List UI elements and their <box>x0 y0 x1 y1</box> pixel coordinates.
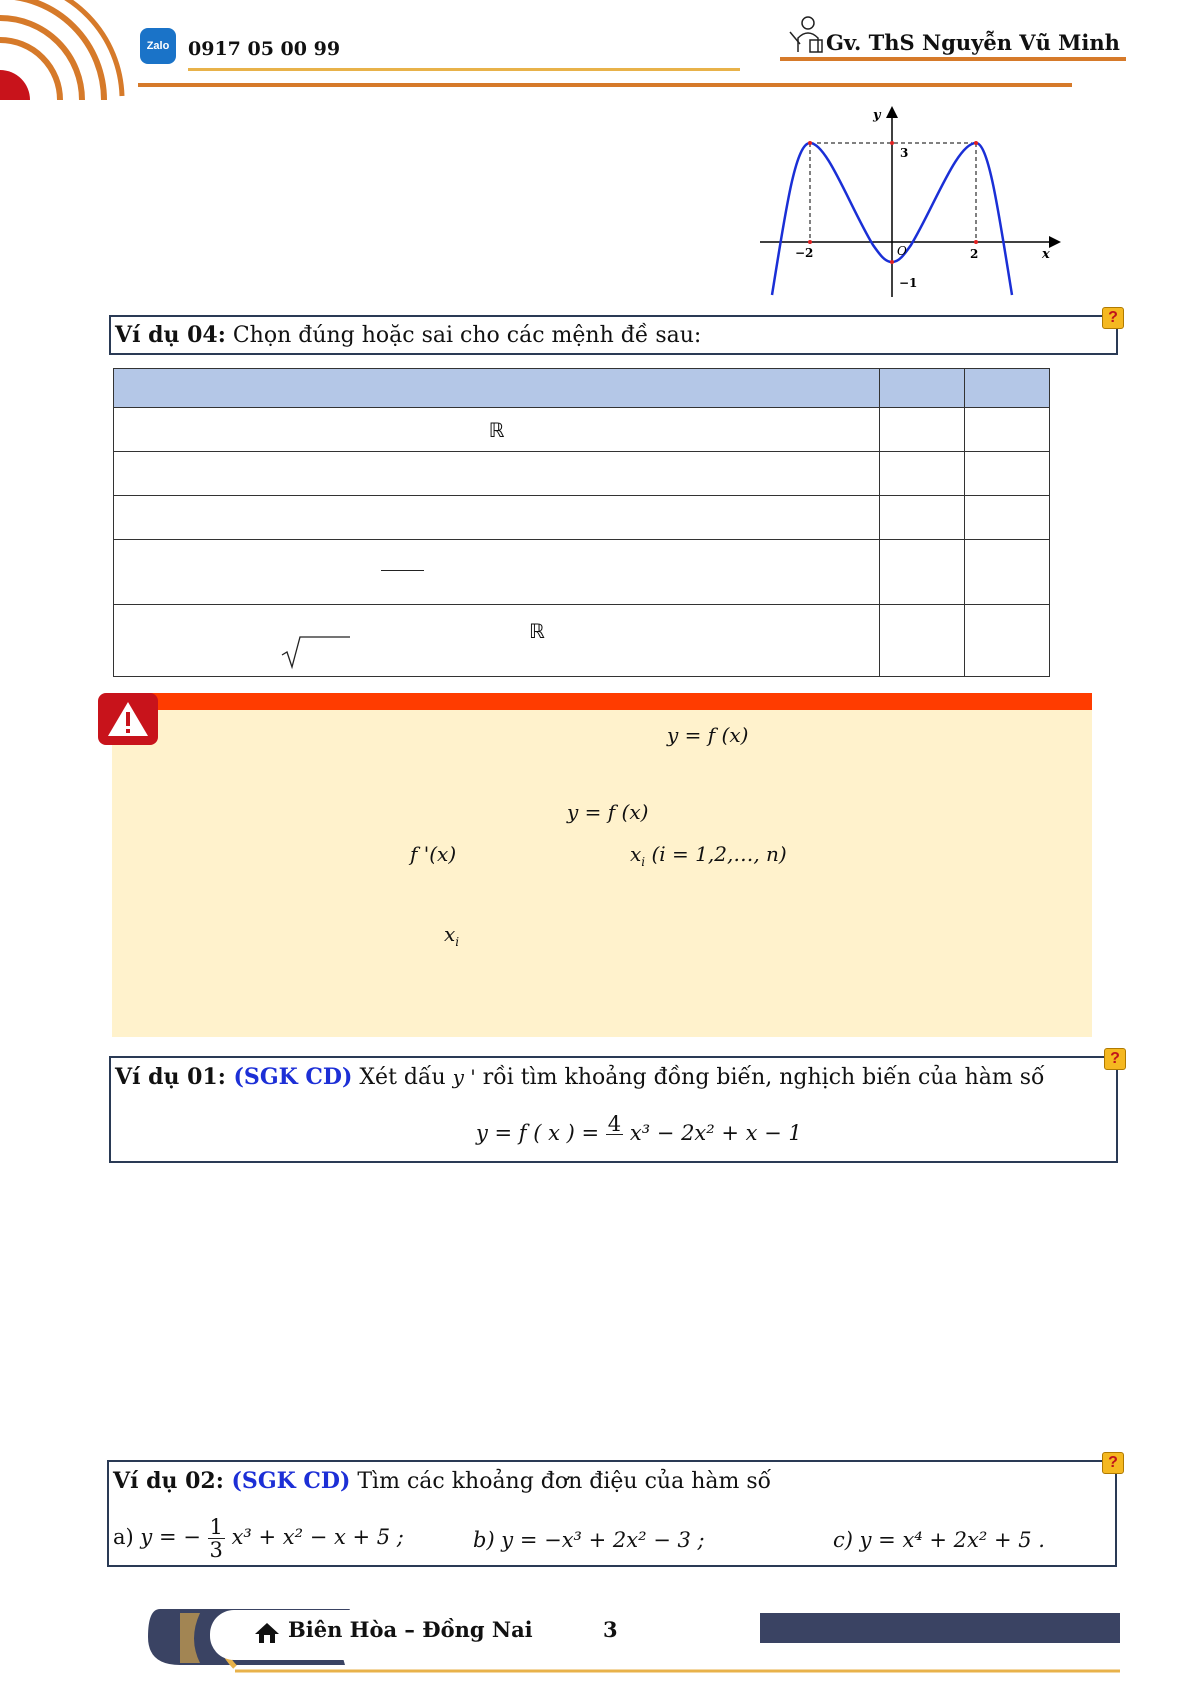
note-math-1: y = f (x) <box>667 723 749 747</box>
question-icon: ? <box>1102 1452 1124 1474</box>
sqrt-symbol <box>280 635 352 671</box>
false-cell[interactable] <box>965 605 1050 677</box>
note-header-bar <box>150 693 1092 710</box>
example02-part-b: b) y = −x³ + 2x² − 3 ; <box>473 1528 705 1552</box>
home-icon <box>254 1621 280 1645</box>
note-math-4: $x_i$ (i = 1,2,…, n) <box>630 842 787 869</box>
example01-title: Ví dụ 01: (SGK CD) Xét dấu y ' rồi tìm khoảng đồng biến, nghịch biến của hàm số <box>115 1064 1045 1090</box>
example01-box <box>109 1056 1118 1163</box>
example02-part-c: c) y = x⁴ + 2x² + 5 . <box>833 1528 1045 1552</box>
true-cell[interactable] <box>880 408 965 452</box>
true-cell[interactable] <box>880 452 965 496</box>
header-underline-right <box>780 57 1126 61</box>
graph-label-2: 2 <box>970 247 979 261</box>
note-math-5: $x_i$ <box>444 922 460 949</box>
table-row: ℝ <box>114 408 1050 452</box>
footer-place: Biên Hòa – Đồng Nai <box>288 1617 533 1642</box>
table-row <box>114 496 1050 540</box>
true-cell[interactable] <box>880 605 965 677</box>
warning-icon <box>98 693 158 745</box>
page-number: 3 <box>603 1617 618 1642</box>
zalo-icon: Zalo <box>140 28 176 64</box>
example02-box <box>107 1460 1117 1567</box>
false-cell[interactable] <box>965 496 1050 540</box>
table-row <box>114 452 1050 496</box>
example02-title: Ví dụ 02: (SGK CD) Tìm các khoảng đơn điệu của hàm số <box>113 1468 772 1494</box>
question-icon: ? <box>1102 307 1124 329</box>
note-math-3: f '(x) <box>410 842 457 866</box>
false-cell[interactable] <box>965 540 1050 605</box>
teacher-icon <box>786 14 826 54</box>
example04-label: Ví dụ 04: <box>115 322 226 348</box>
header-teacher: Gv. ThS Nguyễn Vũ Minh <box>826 30 1120 55</box>
note-math-2: y = f (x) <box>567 800 649 824</box>
example02-part-a: a) y = − $\frac{1}{3}$ x³ + x² − x + 5 ; <box>113 1515 404 1562</box>
graph-label-3: 3 <box>900 146 909 160</box>
table-row: ℝ <box>114 605 1050 677</box>
example01-function: y = f ( x ) = 4 x³ − 2x² + x − 1 <box>476 1112 802 1145</box>
graph-label-origin: O <box>897 244 907 258</box>
false-cell[interactable] <box>965 408 1050 452</box>
graph-y-label: y <box>873 108 881 123</box>
graph-label-minus2: −2 <box>795 246 814 260</box>
header-phone: 0917 05 00 99 <box>188 38 341 60</box>
question-icon: ? <box>1104 1048 1126 1070</box>
table-row <box>114 540 1050 605</box>
graph-x-label: x <box>1042 247 1050 262</box>
true-cell[interactable] <box>880 496 965 540</box>
header-underline-left <box>188 68 740 71</box>
table-header-row <box>114 369 1050 408</box>
example04-box <box>109 315 1118 355</box>
graph-label-minus1: −1 <box>899 276 918 290</box>
header-rule <box>138 83 1072 87</box>
example04-text: Chọn đúng hoặc sai cho các mệnh đề sau: <box>225 323 702 348</box>
true-cell[interactable] <box>880 540 965 605</box>
example04-title <box>115 322 701 348</box>
true-false-table <box>113 368 1050 677</box>
note-box <box>112 693 1092 1037</box>
false-cell[interactable] <box>965 452 1050 496</box>
function-graph <box>755 105 1065 300</box>
fraction-bar <box>381 570 424 571</box>
header-arc-decoration <box>0 0 130 100</box>
